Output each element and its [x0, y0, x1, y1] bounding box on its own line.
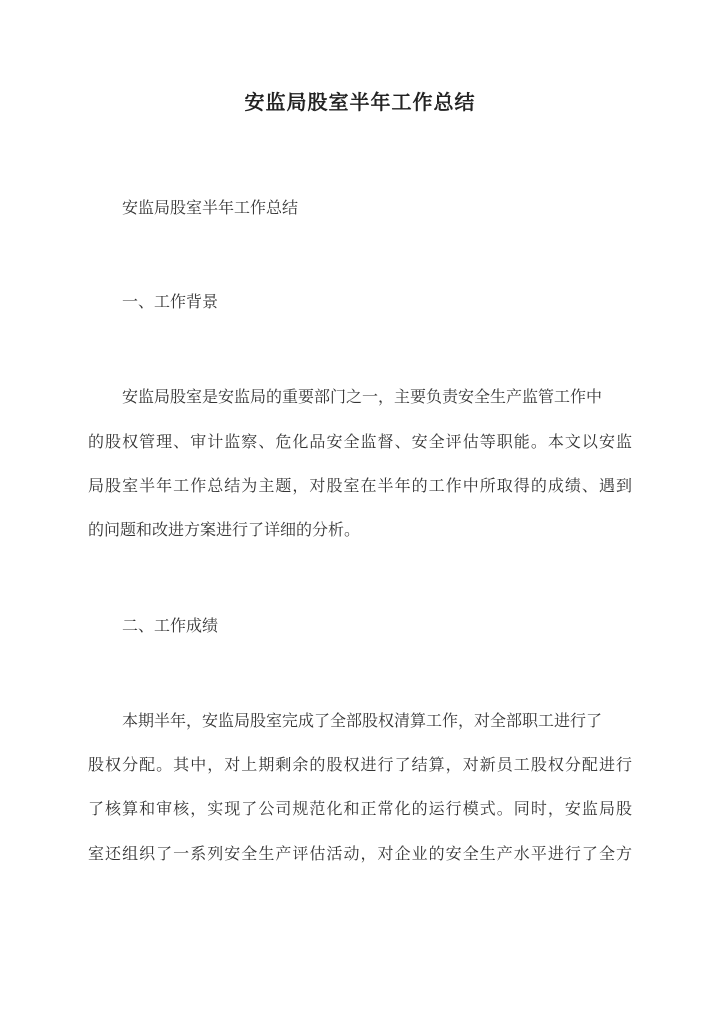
document-title: 安监局股室半年工作总结: [244, 90, 476, 114]
section-heading-background: 一、工作背景: [122, 292, 219, 311]
paragraph-line: 本期半年，安监局股室完成了全部股权清算工作，对全部职工进行了: [122, 711, 603, 730]
paragraph-line: 安监局股室是安监局的重要部门之一，主要负责安全生产监管工作中: [122, 387, 603, 406]
paragraph-line: 股权分配。其中，对上期剩余的股权进行了结算，对新员工股权分配进行: [88, 755, 632, 774]
paragraph-line: 室还组织了一系列安全生产评估活动，对企业的安全生产水平进行了全方: [88, 844, 632, 863]
paragraph-line: 的问题和改进方案进行了详细的分析。: [88, 520, 361, 539]
paragraph-line: 局股室半年工作总结为主题，对股室在半年的工作中所取得的成绩、遇到: [88, 476, 632, 495]
section-heading-achievements: 二、工作成绩: [122, 616, 219, 635]
paragraph-line: 了核算和审核，实现了公司规范化和正常化的运行模式。同时，安监局股: [88, 799, 632, 818]
document-subtitle: 安监局股室半年工作总结: [122, 198, 299, 217]
paragraph-line: 的股权管理、审计监察、危化品安全监督、安全评估等职能。本文以安监: [88, 432, 632, 451]
